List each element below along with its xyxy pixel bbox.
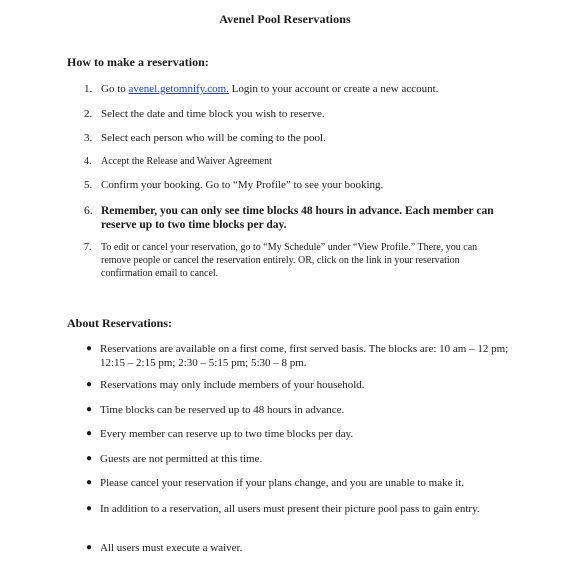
step-text: Remember, you can only see time blocks 48 hours in advance. Each member can reserve up to two time blocks per day.	[101, 205, 494, 231]
bullet-icon: ●	[86, 404, 93, 415]
step-number: 2.	[84, 108, 93, 120]
bullet-text: Reservations may only include members of your household.	[100, 379, 365, 391]
document-title: Avenel Pool Reservations	[219, 12, 351, 26]
bullet-text: Time blocks can be reserved up to 48 hours in advance.	[100, 404, 345, 416]
bullet-item-8	[84, 541, 514, 555]
bullet-text: Please cancel your reservation if your plans change, and you are unable to make it.	[100, 477, 465, 489]
bullet-icon: ●	[86, 477, 93, 488]
bullet-item-7	[84, 502, 509, 516]
how-to-heading: How to make a reservation:	[67, 55, 209, 69]
step-text: Select each person who will be coming to the pool.	[101, 132, 326, 144]
step-text: Select the date and time block you wish to reserve.	[101, 108, 325, 120]
step-6	[84, 204, 509, 232]
step-text: Confirm your booking. Go to “My Profile” to see your booking.	[101, 179, 384, 191]
step-5	[84, 178, 514, 192]
step-2	[84, 107, 514, 121]
step-text: To edit or cancel your reservation, go to “My Schedule” under “View Profile.” There, you can remove people or cancel the reservation entirely. OR, click on the link in your reservation confirmation email to cancel.	[101, 242, 478, 279]
step-3	[84, 131, 514, 145]
bullet-icon: ●	[86, 379, 93, 390]
bullet-icon: ●	[86, 453, 93, 464]
bullet-item-2	[84, 378, 514, 392]
bullet-text: In addition to a reservation, all users must present their picture pool pass to gain entry.	[100, 503, 480, 515]
bullet-icon: ●	[86, 343, 93, 354]
step-number: 1.	[84, 83, 93, 95]
bullet-item-5	[84, 452, 514, 466]
bullet-text: Reservations are available on a first come, first served basis. The blocks are: 10 am – 12 pm; 12:15 – 2:15 pm; 2:30 – 5:15 pm; 5:30 – 8 pm.	[100, 343, 509, 369]
bullet-item-6	[84, 476, 514, 490]
bullet-item-4	[84, 427, 514, 441]
step-number: 3.	[84, 132, 93, 144]
bullet-item-3	[84, 403, 514, 417]
step-7	[84, 241, 509, 280]
bullet-text: Every member can reserve up to two time blocks per day.	[100, 428, 354, 440]
step-number: 7.	[84, 242, 92, 253]
about-heading: About Reservations:	[67, 316, 172, 330]
step-text: Accept the Release and Waiver Agreement	[101, 156, 272, 167]
step-number: 4.	[84, 156, 92, 167]
step-number: 5.	[84, 179, 93, 191]
bullet-icon: ●	[86, 503, 93, 514]
step-suffix: Login to your account or create a new account.	[228, 83, 439, 95]
step-text	[101, 82, 514, 96]
step-prefix: Go to	[101, 83, 129, 95]
bullet-text: Guests are not permitted at this time.	[100, 453, 263, 465]
bullet-item-1	[84, 342, 509, 370]
bullet-text: All users must execute a waiver.	[100, 542, 243, 554]
bullet-icon: ●	[86, 542, 93, 553]
step-number: 6.	[84, 205, 93, 217]
step-4	[84, 155, 514, 168]
step-1	[84, 82, 514, 96]
omnify-link[interactable]: avenel.getomnify.com.	[128, 83, 229, 95]
bullet-icon: ●	[86, 428, 93, 439]
